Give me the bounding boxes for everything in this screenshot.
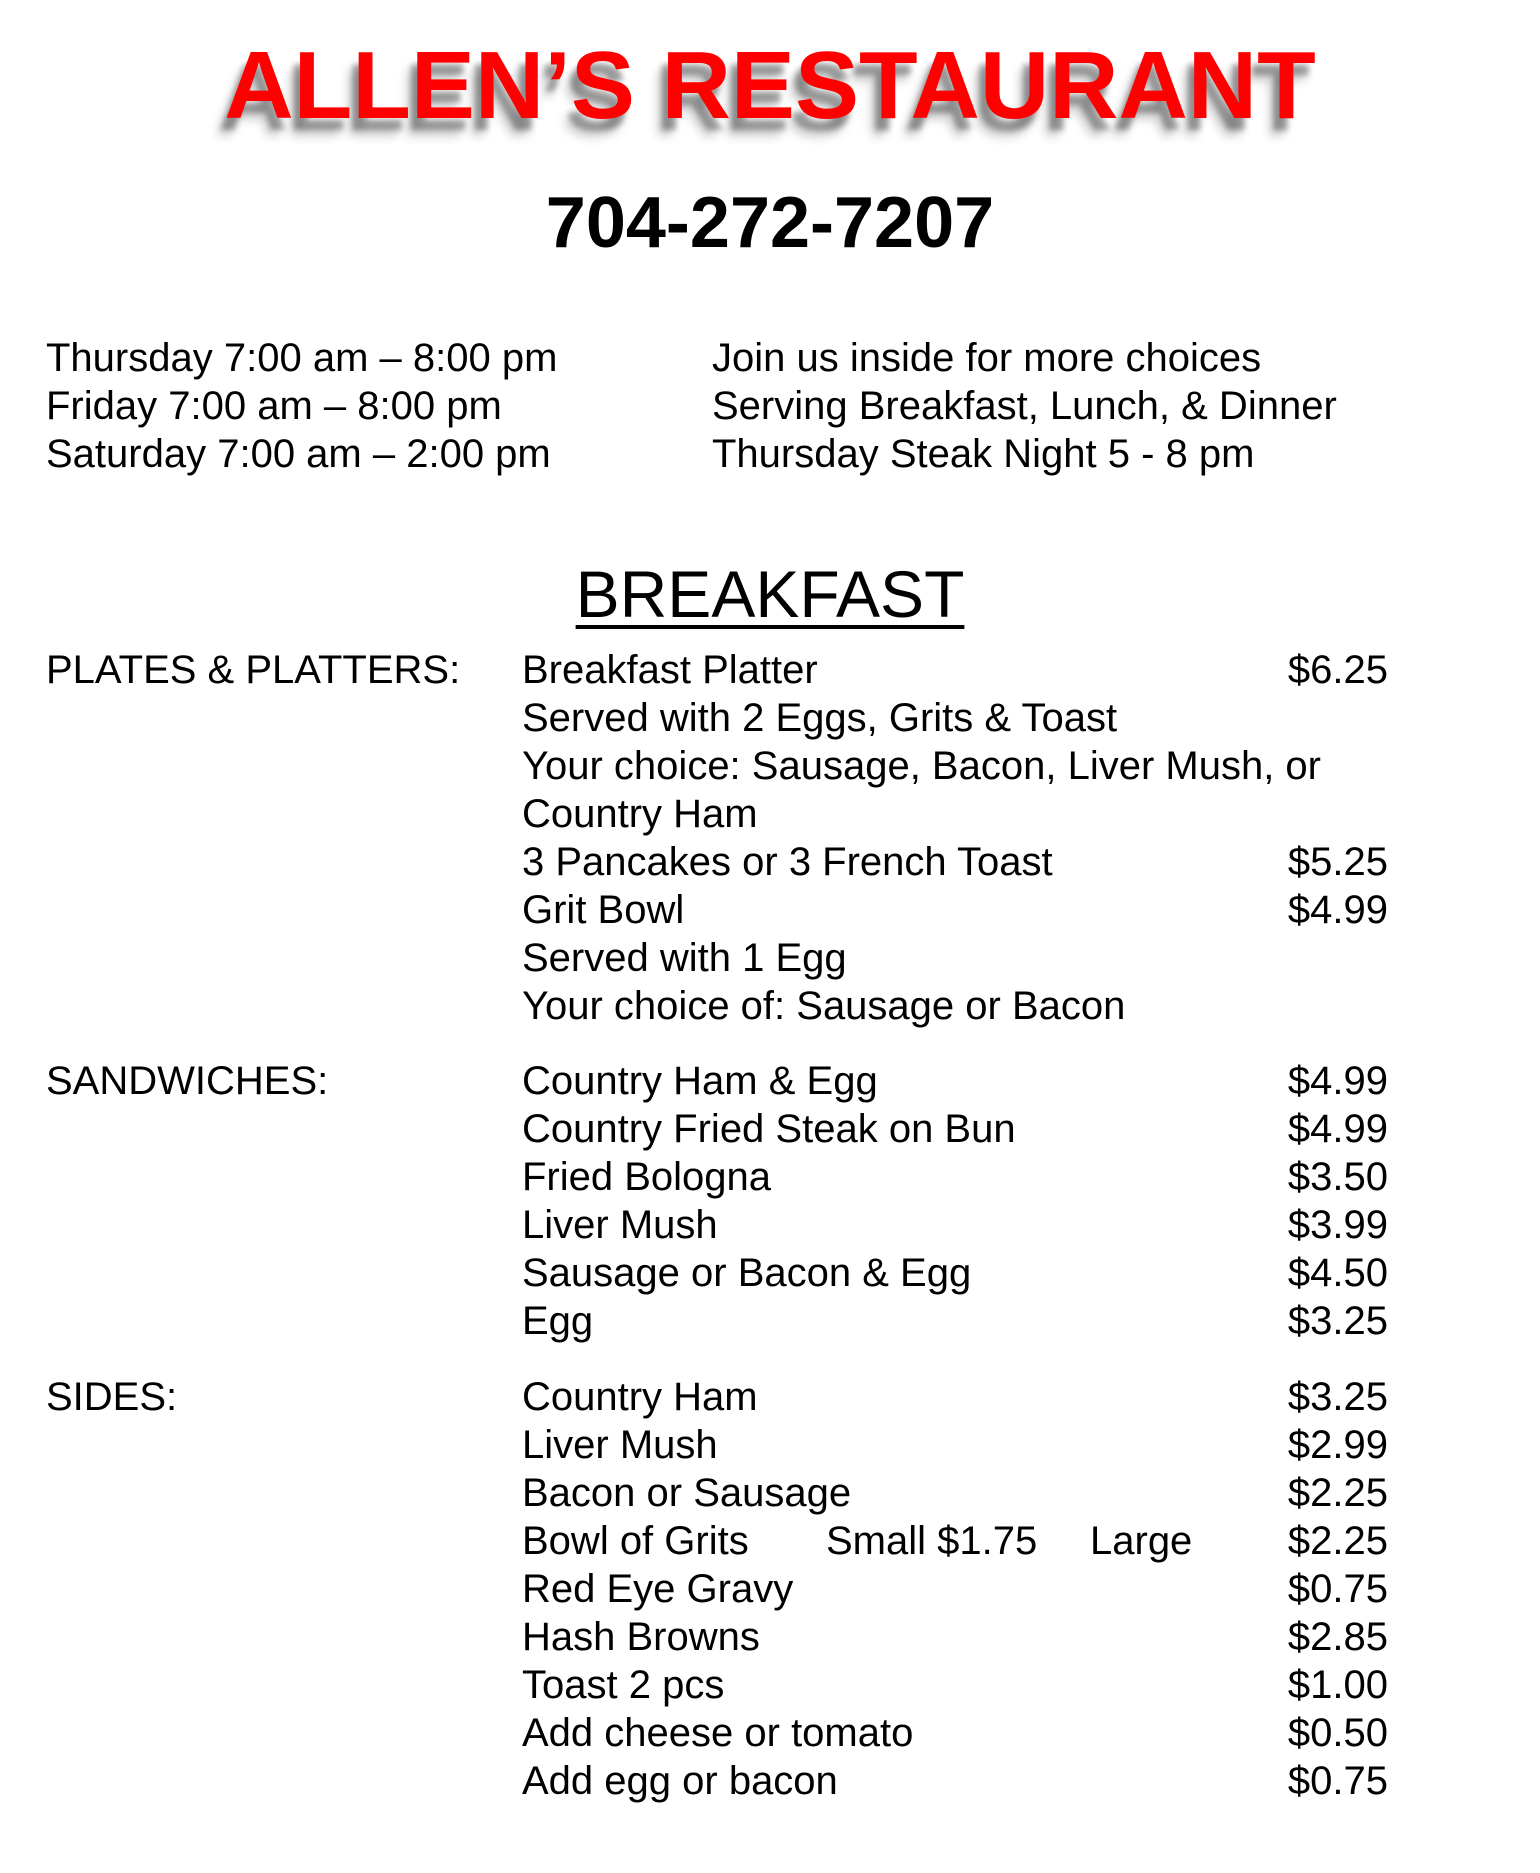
item-price: $1.00	[1287, 1663, 1388, 1707]
menu-row	[522, 1661, 1388, 1709]
menu-row	[522, 934, 1388, 982]
item-price: $3.25	[1287, 1375, 1388, 1419]
category-plates-label: PLATES & PLATTERS:	[46, 648, 461, 692]
menu-row	[522, 886, 1388, 934]
breakfast-heading	[0, 556, 1540, 632]
menu-row	[522, 982, 1388, 1030]
phone-number: 704-272-7207	[545, 183, 995, 263]
item-price: $4.99	[1287, 888, 1388, 932]
breakfast-heading-text: BREAKFAST	[575, 557, 965, 631]
note-more-choices: Join us inside for more choices	[712, 336, 1262, 380]
menu-row	[522, 790, 1388, 838]
item-price: $4.50	[1287, 1251, 1388, 1295]
item-large-label: Large	[1090, 1519, 1193, 1563]
menu-row	[522, 1469, 1388, 1517]
sides-list	[522, 1373, 1388, 1805]
menu-row	[522, 1105, 1388, 1153]
menu-row	[522, 1153, 1388, 1201]
item-price: $0.75	[1287, 1759, 1388, 1803]
item-price: $4.99	[1287, 1107, 1388, 1151]
hours-thursday: Thursday 7:00 am – 8:00 pm	[46, 336, 558, 380]
item-name: Liver Mush	[522, 1423, 718, 1467]
item-price: $2.25	[1287, 1519, 1388, 1563]
item-name: Breakfast Platter	[522, 648, 818, 692]
menu-row	[522, 1565, 1388, 1613]
item-name: Served with 2 Eggs, Grits & Toast	[522, 696, 1118, 740]
menu-row	[522, 1297, 1388, 1345]
hours-saturday: Saturday 7:00 am – 2:00 pm	[46, 432, 551, 476]
item-name: Country Ham	[522, 792, 758, 836]
menu-row	[522, 1373, 1388, 1421]
item-price: $4.99	[1287, 1059, 1388, 1103]
item-price: $2.99	[1287, 1423, 1388, 1467]
item-price: $0.50	[1287, 1711, 1388, 1755]
item-name: Served with 1 Egg	[522, 936, 847, 980]
item-name: 3 Pancakes or 3 French Toast	[522, 840, 1053, 884]
menu-row	[522, 838, 1388, 886]
item-price: $6.25	[1287, 648, 1388, 692]
item-name: Bacon or Sausage	[522, 1471, 852, 1515]
menu-row	[522, 1057, 1388, 1105]
item-name: Your choice of: Sausage or Bacon	[522, 984, 1126, 1028]
menu-row	[522, 1421, 1388, 1469]
item-price: $3.25	[1287, 1299, 1388, 1343]
category-sandwiches-label: SANDWICHES:	[46, 1059, 329, 1103]
item-price: $2.25	[1287, 1471, 1388, 1515]
item-name: Add egg or bacon	[522, 1759, 838, 1803]
menu-row	[522, 646, 1388, 694]
item-small-price: Small $1.75	[826, 1519, 1038, 1563]
item-name: Liver Mush	[522, 1203, 718, 1247]
notes-block	[712, 334, 1337, 478]
item-name: Hash Browns	[522, 1615, 760, 1659]
menu-row	[522, 1517, 1388, 1565]
note-steak-night: Thursday Steak Night 5 - 8 pm	[712, 432, 1255, 476]
item-name: Country Ham & Egg	[522, 1059, 878, 1103]
plates-list	[522, 646, 1388, 1030]
hours-block	[46, 334, 557, 478]
menu-row	[522, 1201, 1388, 1249]
item-price: $3.50	[1287, 1155, 1388, 1199]
item-name: Add cheese or tomato	[522, 1711, 914, 1755]
menu-row	[522, 1757, 1388, 1805]
restaurant-title: ALLEN’S RESTAURANT	[224, 32, 1316, 139]
sandwiches-list	[522, 1057, 1388, 1345]
menu-row	[522, 1709, 1388, 1757]
item-name: Grit Bowl	[522, 888, 685, 932]
item-name: Red Eye Gravy	[522, 1567, 794, 1611]
menu-row	[522, 1613, 1388, 1661]
item-price: $0.75	[1287, 1567, 1388, 1611]
menu-row	[522, 742, 1388, 790]
item-name: Sausage or Bacon & Egg	[522, 1251, 972, 1295]
item-price: $3.99	[1287, 1203, 1388, 1247]
item-price: $5.25	[1287, 840, 1388, 884]
menu-row	[522, 1249, 1388, 1297]
item-price: $2.85	[1287, 1615, 1388, 1659]
hours-friday: Friday 7:00 am – 8:00 pm	[46, 384, 502, 428]
item-name: Fried Bologna	[522, 1155, 772, 1199]
item-name: Country Ham	[522, 1375, 758, 1419]
note-serving: Serving Breakfast, Lunch, & Dinner	[712, 384, 1337, 428]
item-name: Your choice: Sausage, Bacon, Liver Mush, or	[522, 744, 1321, 788]
category-sides-label: SIDES:	[46, 1375, 178, 1419]
item-name: Country Fried Steak on Bun	[522, 1107, 1016, 1151]
menu-row	[522, 694, 1388, 742]
item-name: Egg	[522, 1299, 594, 1343]
item-name: Toast 2 pcs	[522, 1663, 725, 1707]
item-name: Bowl of Grits	[522, 1519, 749, 1563]
